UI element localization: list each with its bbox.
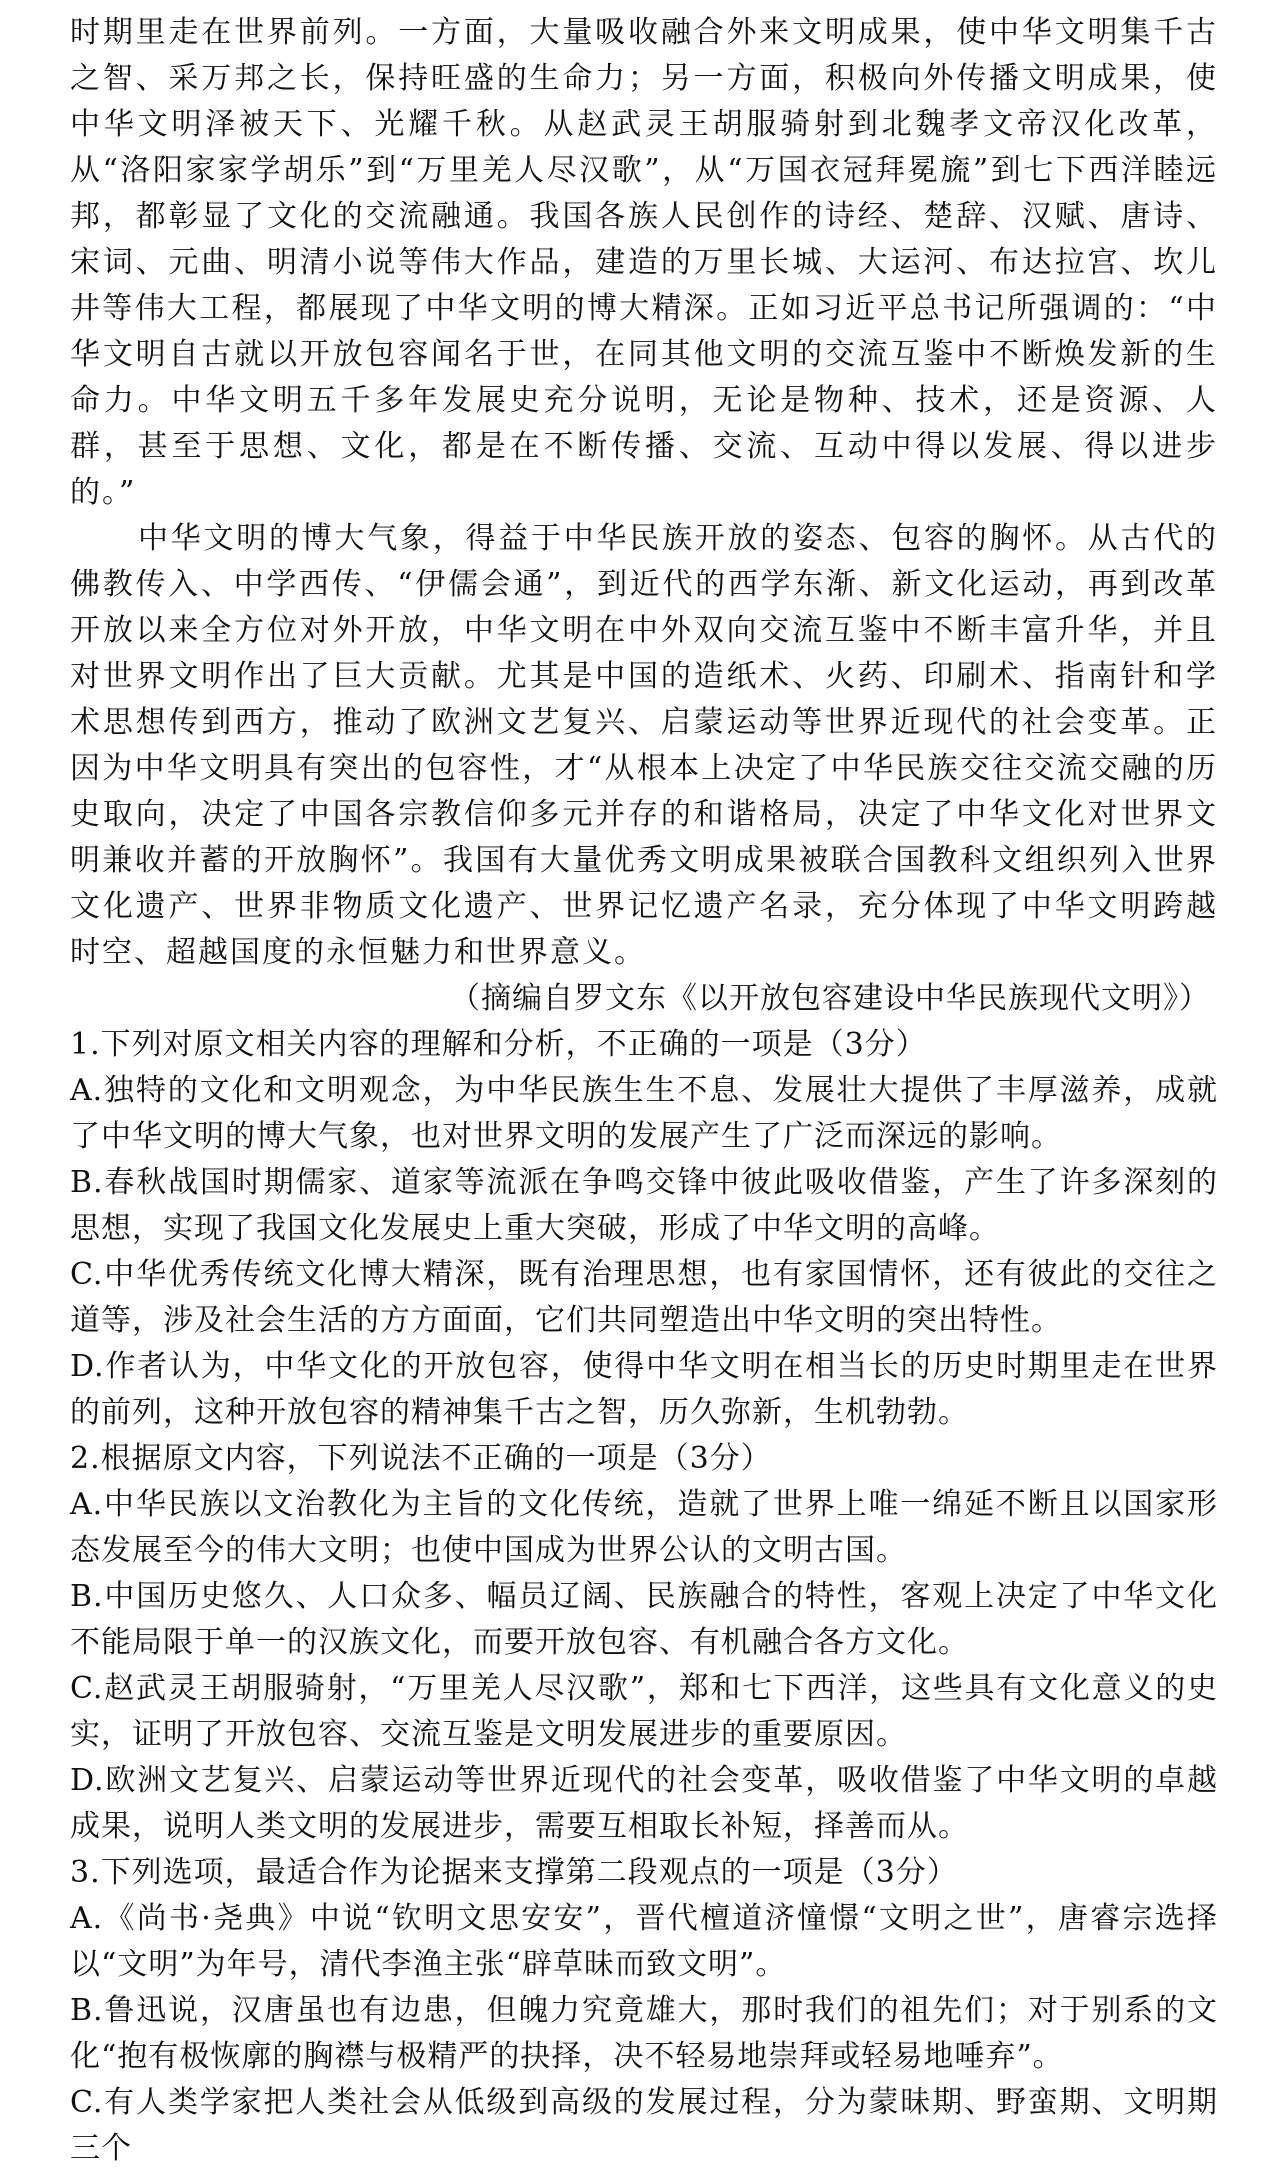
question-stem: 2.根据原文内容，下列说法不正确的一项是（3分） <box>70 1441 772 1476</box>
option-b: B.春秋战国时期儒家、道家等流派在争鸣交锋中彼此吸收借鉴，产生了许多深刻的思想，实现了我国文化发展史上重大突破，形成了中华文明的高峰。 <box>70 1165 1218 1246</box>
option-c: C.有人类学家把人类社会从低级到高级的发展过程，分为蒙昧期、野蛮期、文明期三个 <box>70 2085 1218 2166</box>
option-a: A.《尚书·尧典》中说“钦明文思安安”，晋代檀道济憧憬“文明之世”，唐睿宗选择以“文明”为年号，清代李渔主张“辟草昧而致文明”。 <box>70 1901 1218 1982</box>
reading-passage <box>70 10 1218 1022</box>
question-stem: 3.下列选项，最适合作为论据来支撑第二段观点的一项是（3分） <box>70 1855 958 1890</box>
passage-paragraph-1: 时期里走在世界前列。一方面，大量吸收融合外来文明成果，使中华文明集千古之智、采万邦之长，保持旺盛的生命力；另一方面，积极向外传播文明成果，使中华文明泽被天下、光耀千秋。从赵武灵王胡服骑射到北魏孝文帝汉化改革，从“洛阳家家学胡乐”到“万里羌人尽汉歌”，从“万国衣冠拜冕旒”到七下西洋睦远邦，都彰显了文化的交流融通。我国各族人民创作的诗经、楚辞、汉赋、唐诗、宋词、元曲、明清小说等伟大作品，建造的万里长城、大运河、布达拉宫、坎儿井等伟大工程，都展现了中华文明的博大精深。正如习近平总书记所强调的：“中华文明自古就以开放包容闻名于世，在同其他文明的交流互鉴中不断焕发新的生命力。中华文明五千多年发展史充分说明，无论是物种、技术，还是资源、人群，甚至于思想、文化，都是在不断传播、交流、互动中得以发展、得以进步的。” <box>70 15 1218 510</box>
option-d: D.欧洲文艺复兴、启蒙运动等世界近现代的社会变革，吸收借鉴了中华文明的卓越成果，说明人类文明的发展进步，需要互相取长补短，择善而从。 <box>70 1763 1218 1844</box>
question-1 <box>70 1022 1218 1436</box>
option-c: C.中华优秀传统文化博大精深，既有治理思想，也有家国情怀，还有彼此的交往之道等，涉及社会生活的方方面面，它们共同塑造出中华文明的突出特性。 <box>70 1257 1218 1338</box>
question-2 <box>70 1436 1218 1850</box>
question-3 <box>70 1850 1218 2172</box>
option-b: B.鲁迅说，汉唐虽也有边患，但魄力究竟雄大，那时我们的祖先们；对于别系的文化“抱有极恢廓的胸襟与极精严的抉择，决不轻易地崇拜或轻易地唾弃”。 <box>70 1993 1218 2074</box>
option-b: B.中国历史悠久、人口众多、幅员辽阔、民族融合的特性，客观上决定了中华文化不能局限于单一的汉族文化，而要开放包容、有机融合各方文化。 <box>70 1579 1218 1660</box>
passage-source: （摘编自罗文东《以开放包容建设中华民族现代文明》） <box>450 981 1210 1016</box>
option-c: C.赵武灵王胡服骑射，“万里羌人尽汉歌”，郑和七下西洋，这些具有文化意义的史实，证明了开放包容、交流互鉴是文明发展进步的重要原因。 <box>70 1671 1218 1752</box>
passage-paragraph-2: 中华文明的博大气象，得益于中华民族开放的姿态、包容的胸怀。从古代的佛教传入、中学西传、“伊儒会通”，到近代的西学东渐、新文化运动，再到改革开放以来全方位对外开放，中华文明在中外双向交流互鉴中不断丰富升华，并且对世界文明作出了巨大贡献。尤其是中国的造纸术、火药、印刷术、指南针和学术思想传到西方，推动了欧洲文艺复兴、启蒙运动等世界近现代的社会变革。正因为中华文明具有突出的包容性，才“从根本上决定了中华民族交往交流交融的历史取向，决定了中国各宗教信仰多元并存的和谐格局，决定了中华文化对世界文明兼收并蓄的开放胸怀”。我国有大量优秀文明成果被联合国教科文组织列入世界文化遗产、世界非物质文化遗产、世界记忆遗产名录，充分体现了中华文明跨越时空、超越国度的永恒魅力和世界意义。 <box>70 521 1218 970</box>
option-a: A.独特的文化和文明观念，为中华民族生生不息、发展壮大提供了丰厚滋养，成就了中华文明的博大气象，也对世界文明的发展产生了广泛而深远的影响。 <box>70 1073 1218 1154</box>
option-d: D.作者认为，中华文化的开放包容，使得中华文明在相当长的历史时期里走在世界的前列，这种开放包容的精神集千古之智，历久弥新，生机勃勃。 <box>70 1349 1218 1430</box>
document-page <box>70 10 1218 2166</box>
option-a: A.中华民族以文治教化为主旨的文化传统，造就了世界上唯一绵延不断且以国家形态发展至今的伟大文明；也使中国成为世界公认的文明古国。 <box>70 1487 1218 1568</box>
question-stem: 1.下列对原文相关内容的理解和分析，不正确的一项是（3分） <box>70 1027 927 1062</box>
